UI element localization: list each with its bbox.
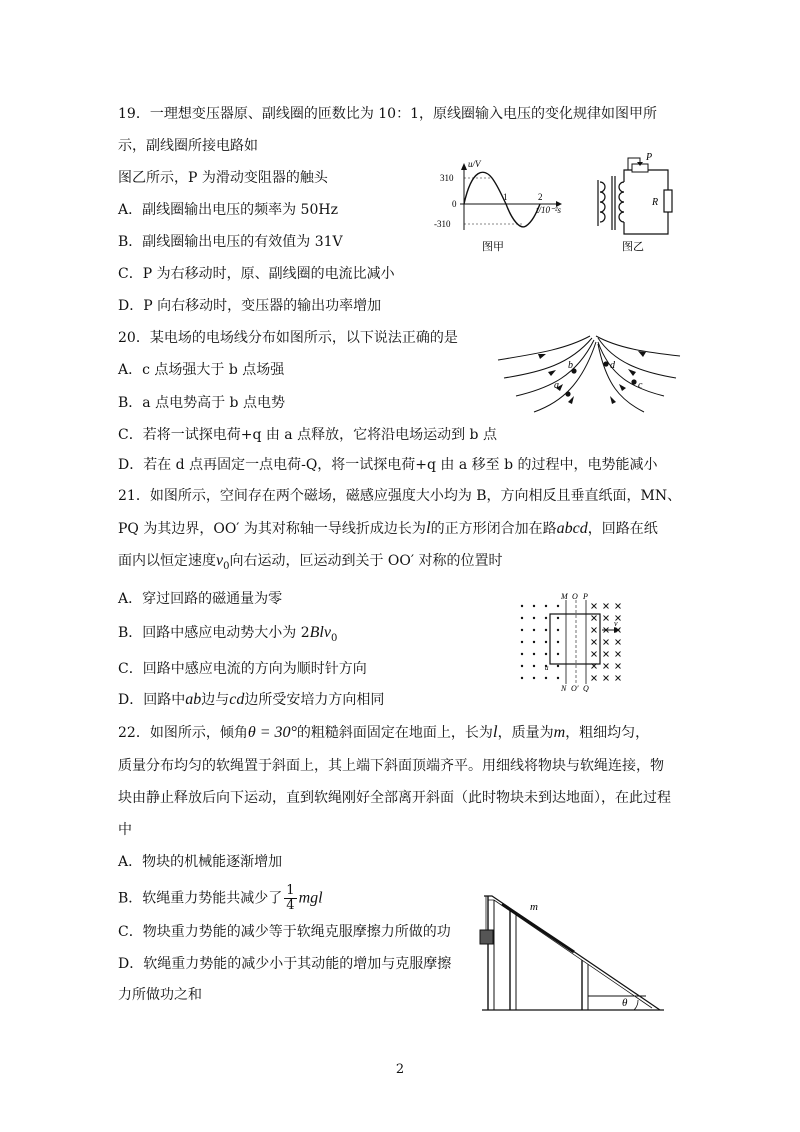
q19-figure-yi <box>588 150 688 254</box>
field-dot <box>545 629 547 631</box>
q20-option-c: C．若将一试探电荷+q 由 a 点释放，它将沿电场运动到 b 点 <box>118 427 497 443</box>
field-dot <box>521 605 523 607</box>
q20-option-b: B．a 点电势高于 b 点电势 <box>118 395 285 411</box>
q22-label-theta: θ <box>622 997 628 1009</box>
field-dot <box>521 677 523 679</box>
q19-jia-yzero: 0 <box>452 199 457 209</box>
field-cross <box>592 652 597 657</box>
q19-jia-x1: 1 <box>503 192 508 202</box>
field-cross <box>616 652 621 657</box>
q22-option-c: C．物块重力势能的减少等于软绳克服摩擦力所做的功 <box>118 924 451 940</box>
field-dot <box>557 629 559 631</box>
field-cross <box>616 664 621 669</box>
q22-stem-line2: 质量分布均匀的软绳置于斜面上，其上端下斜面顶端齐平。用细线将物块与软绳连接，物 <box>118 758 664 774</box>
q19-stem-line2: 示，副线圈所接电路如 <box>118 138 258 154</box>
q21-option-a: A．穿过回路的磁通量为零 <box>118 591 283 607</box>
q19-option-b: B．副线圈输出电压的有效值为 31V <box>118 234 343 250</box>
q21-stem2-abcd: abcd <box>556 520 588 537</box>
q21-crosses-field <box>592 604 621 681</box>
q21-option-d-ab: ab <box>185 691 202 708</box>
field-dot <box>533 653 535 655</box>
q21-label-p: P <box>583 592 588 601</box>
field-dot <box>557 605 559 607</box>
q21-label-m: M <box>561 592 568 601</box>
q19-option-c: C．P 为右移动时，原、副线圈的电流比减小 <box>118 266 395 282</box>
q21-label-n: N <box>561 684 567 692</box>
q22-label-m: m <box>530 901 538 913</box>
field-cross <box>592 628 597 633</box>
q19-jia-xlabel: t/10⁻²s <box>536 205 561 215</box>
q19-jia-ybottom: -310 <box>434 219 451 229</box>
q21-option-d-prefix: D．回路中 <box>118 692 186 708</box>
q21-option-d <box>118 690 384 710</box>
q21-label-v: v <box>614 619 618 628</box>
q21-stem3-part-a: 面内以恒定速度 <box>118 553 216 569</box>
field-dot <box>557 641 559 643</box>
q19-option-a: A．副线圈输出电压的频率为 50Hz <box>118 202 338 218</box>
field-dot <box>557 617 559 619</box>
q22-stem1-part-b: 的粗糙斜面固定在地面上，长为 <box>296 725 493 741</box>
q19-yi-r-label: R <box>652 197 659 208</box>
q22-fraction-numerator: 1 <box>286 883 295 898</box>
q19-stem-line1: 19．一理想变压器原、副线圈的匝数比为 10：1，原线圈输入电压的变化规律如图甲所 <box>118 106 657 122</box>
q20-stem: 20．某电场的电场线分布如图所示，以下说法正确的是 <box>118 330 458 346</box>
q22-incline-figure <box>474 886 670 1018</box>
q22-stem1-part-a: 22．如图所示，倾角 <box>118 725 248 741</box>
q22-stem1-m: m <box>553 724 566 741</box>
q21-dots-field <box>521 605 559 679</box>
q19-figure-jia <box>432 158 568 254</box>
field-dot <box>533 617 535 619</box>
q20-label-a: a <box>554 380 559 391</box>
field-cross <box>604 676 609 681</box>
q19-jia-ylabel: u/V <box>468 159 481 169</box>
field-dot <box>545 605 547 607</box>
field-dot <box>533 665 535 667</box>
page-number: 2 <box>395 1062 405 1077</box>
field-cross <box>592 604 597 609</box>
q20-label-b: b <box>568 360 573 371</box>
field-dot <box>521 629 523 631</box>
q21-option-b-expr: Blv <box>309 624 331 641</box>
q19-jia-ytop: 310 <box>440 173 454 183</box>
field-dot <box>545 617 547 619</box>
field-cross <box>604 652 609 657</box>
q21-option-c: C．回路中感应电流的方向为顺时针方向 <box>118 661 367 677</box>
field-cross <box>592 676 597 681</box>
q21-option-b-sub: 0 <box>330 632 338 644</box>
field-dot <box>545 677 547 679</box>
field-dot <box>557 677 559 679</box>
q21-stem2-part-a: PQ 为其边界，OO′ 为其对称轴一导线折成边长为 <box>118 521 426 537</box>
field-dot <box>557 653 559 655</box>
q22-option-b-fraction <box>284 884 296 913</box>
q22-option-b-expr: mgl <box>298 889 323 907</box>
q21-label-a: a <box>545 664 549 672</box>
q21-magnetic-figure <box>510 592 634 692</box>
q22-option-d-line1: D．软绳重力势能的减少小于其动能的增加与克服摩擦 <box>118 956 452 972</box>
field-cross <box>616 676 621 681</box>
q22-option-d-line2: 力所做功之和 <box>118 987 202 1003</box>
q21-option-d-mid: 边与 <box>201 692 230 708</box>
q21-label-o-prime: O′ <box>571 684 579 692</box>
field-dot <box>533 641 535 643</box>
q22-fraction-denominator: 4 <box>286 898 295 913</box>
field-cross <box>616 640 621 645</box>
field-cross <box>604 664 609 669</box>
field-cross <box>592 640 597 645</box>
field-dot <box>521 653 523 655</box>
q19-yi-p-label: P <box>646 152 653 163</box>
q21-option-d-cd: cd <box>229 691 245 708</box>
q19-option-d: D．P 向右移动时，变压器的输出功率增加 <box>118 298 382 314</box>
q21-stem-line3 <box>118 551 503 577</box>
q19-jia-x2: 2 <box>538 192 543 202</box>
q21-option-b-prefix: B．回路中感应电动势大小为 2 <box>118 625 310 641</box>
q21-label-q: Q <box>583 684 589 692</box>
field-dot <box>557 665 559 667</box>
field-cross <box>592 616 597 621</box>
q22-stem1-part-c: ，质量为 <box>497 725 554 741</box>
field-dot <box>521 617 523 619</box>
q22-stem1-part-d: ，粗细均匀， <box>565 725 650 741</box>
field-dot <box>533 629 535 631</box>
q20-label-d: d <box>610 360 615 371</box>
q20-option-d: D．若在 d 点再固定一点电荷-Q，将一试探电荷+q 由 a 移至 b 的过程中，电势能减小 <box>118 457 658 473</box>
q22-option-b <box>118 884 323 913</box>
q21-stem3-sub: 0 <box>223 560 230 572</box>
q21-stem3-part-b: 向右运动，叵运动到关于 OO′ 对称的位置时 <box>229 553 503 569</box>
field-dot <box>521 665 523 667</box>
q21-option-d-suffix: 边所受安培力方向相同 <box>244 692 385 708</box>
q21-stem3-v: v <box>216 552 224 569</box>
q19-yi-caption: 图乙 <box>622 241 644 253</box>
q21-option-b <box>118 623 337 649</box>
field-dot <box>545 653 547 655</box>
q22-stem-line1 <box>118 722 649 743</box>
field-dot <box>533 605 535 607</box>
field-cross <box>616 604 621 609</box>
q21-label-o: O <box>572 592 578 601</box>
q19-stem-line3: 图乙所示，P 为滑动变阻器的触头 <box>118 170 328 186</box>
q22-stem-line4: 中 <box>118 822 132 838</box>
q21-stem-line2 <box>118 518 658 539</box>
field-cross <box>604 616 609 621</box>
field-cross <box>604 640 609 645</box>
q21-stem2-part-b: 的正方形闭合加在路 <box>430 521 557 537</box>
q20-field-figure <box>494 326 686 418</box>
field-dot <box>545 641 547 643</box>
q22-stem1-theta: θ = 30° <box>247 724 297 741</box>
q22-stem1-l: l <box>492 722 498 741</box>
q20-option-a: A．c 点场强大于 b 点场强 <box>118 362 285 378</box>
field-cross <box>604 604 609 609</box>
q22-stem-line3: 块由静止释放后向下运动，直到软绳刚好全部离开斜面（此时物块未到达地面），在此过程 <box>118 790 671 806</box>
q21-stem-line1: 21．如图所示，空间存在两个磁场，磁感应强度大小均为 B，方向相反且垂直纸面，MN、 <box>118 488 682 504</box>
q21-stem2-l: l <box>425 518 431 537</box>
q22-option-b-prefix: B．软绳重力势能共减少了 <box>118 890 283 907</box>
field-dot <box>521 641 523 643</box>
q22-option-a: A．物块的机械能逐渐增加 <box>118 854 283 870</box>
q21-stem2-part-c: ，回路在纸 <box>587 521 658 537</box>
q19-jia-caption: 图甲 <box>482 241 504 253</box>
field-dot <box>533 677 535 679</box>
q20-label-c: c <box>638 380 643 391</box>
